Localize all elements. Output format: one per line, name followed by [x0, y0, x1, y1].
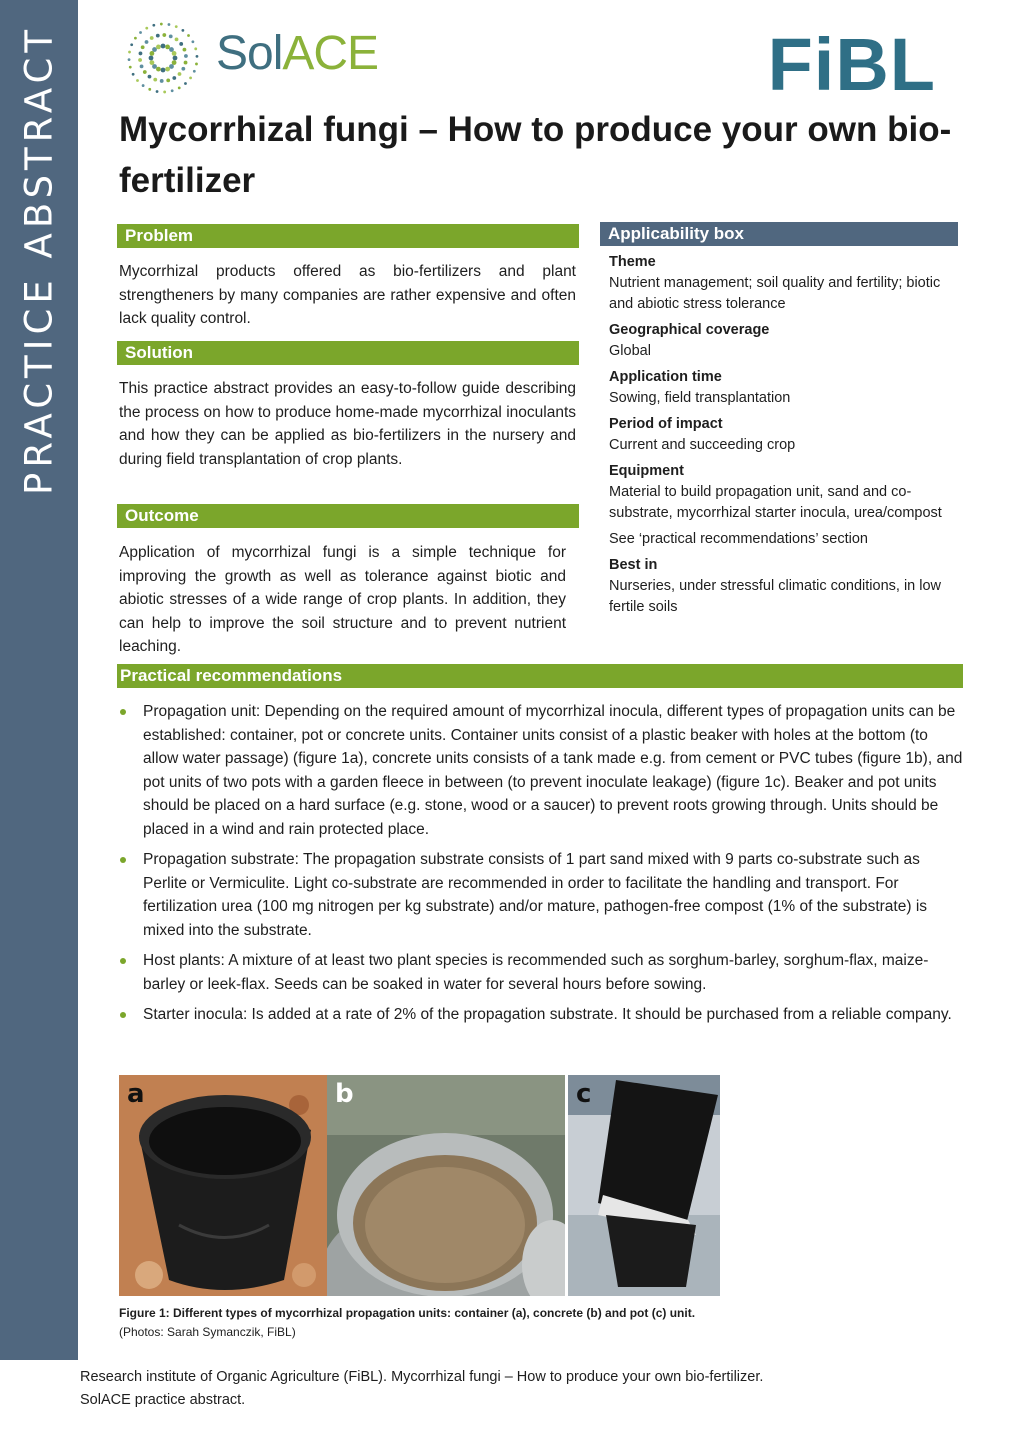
best-in-entry [609, 555, 957, 618]
list-item [118, 700, 963, 841]
applicability-heading: Applicability box [600, 222, 958, 246]
solace-wordmark [216, 26, 378, 81]
photo-concrete-unit [327, 1075, 565, 1296]
recommendation-text: Starter inocula: Is added at a rate of 2% of the propagation substrate. It should be purchased from a reliable company. [143, 1006, 952, 1023]
citation-footer [80, 1366, 763, 1412]
theme-value: Nutrient management; soil quality and fertility; biotic and abiotic stress tolerance [609, 275, 941, 312]
photo-label-c: c [576, 1079, 592, 1109]
page-title: Mycorrhizal fungi – How to produce your own bio-fertilizer [119, 110, 952, 200]
problem-heading: Problem [117, 224, 579, 248]
solace-logo-text: SolACE [216, 27, 379, 80]
application-time-entry [609, 367, 957, 409]
equipment-value: Material to build propagation unit, sand and co-substrate, mycorrhizal starter inocula, urea/compost [609, 484, 942, 521]
photo-label-b: b [335, 1079, 354, 1109]
photo-label-a: a [127, 1079, 145, 1109]
bullet-icon [120, 1012, 126, 1018]
recommendation-text: Propagation substrate: The propagation substrate consists of 1 part sand mixed with 9 parts co-substrate such as Perlite or Vermiculite. Light co-substrate are recommended in order to facilitate the handling and transport. For fertilization urea (100 mg nitrogen per kg substrate) and/or mature, pathogen-free compost (1% of the substrate) is mixed into the substrate. [143, 851, 928, 939]
recommendation-text: Propagation unit: Depending on the required amount of mycorrhizal inocula, different types of propagation units can be established: container, pot or concrete units. Container units consist of a plastic beaker with holes at the bottom (to allow water passage) (figure 1a), concrete units consists of a tank made e.g. from cement or PVC tubes (figure 1b), and pot units of two pots with a garden fleece in between (to prevent inoculate leakage) (figure 1c). Beaker and pot units should be placed on a hard surface (e.g. stone, wood or a saucer) to prevent roots growing through. Units should be placed in a wind and rain protected place. [143, 703, 963, 838]
solution-text: This practice abstract provides an easy-to-follow guide describing the process on how to produce home-made mycorrhizal inoculants and how they can be applied as bio-fertilizers in the nursery and during field transplantation of crop plants. [119, 380, 576, 468]
best-in-label: Best in [609, 557, 658, 573]
recommendation-text: Host plants: A mixture of at least two plant species is recommended such as sorghum-barley, sorghum-flax, maize-barley or leek-flax. Seeds can be soaked in water for several hours before sowing. [143, 952, 929, 993]
solace-logo [120, 16, 420, 96]
recommendations-list [118, 700, 963, 1034]
photo-container-unit [119, 1075, 327, 1296]
applicability-box [609, 252, 957, 623]
application-time-label: Application time [609, 369, 722, 385]
equipment-label: Equipment [609, 463, 684, 479]
list-item [118, 949, 963, 996]
theme-entry [609, 252, 957, 315]
bullet-icon [120, 709, 126, 715]
theme-label: Theme [609, 254, 656, 270]
best-in-value: Nurseries, under stressful climatic conditions, in low fertile soils [609, 578, 942, 615]
problem-text: Mycorrhizal products offered as bio-fertilizers and plant strengtheners by many companies are rather expensive and often lack quality control. [119, 263, 576, 327]
caption-text: Figure 1: Different types of mycorrhizal propagation units: container (a), concrete (b) and pot (c) unit. [119, 1306, 696, 1320]
geographical-coverage-entry [609, 320, 957, 362]
bullet-icon [120, 857, 126, 863]
application-time-value: Sowing, field transplantation [609, 390, 791, 406]
geographical-coverage-value: Global [609, 343, 651, 359]
equipment-note: See ‘practical recommendations’ section [609, 531, 868, 547]
recommendations-heading: Practical recommendations [117, 664, 963, 688]
photo-pot-unit [568, 1075, 720, 1296]
list-item [118, 1003, 963, 1027]
sunburst-icon [120, 16, 210, 96]
period-of-impact-label: Period of impact [609, 416, 723, 432]
container-unit-illustration [119, 1075, 327, 1296]
period-of-impact-entry [609, 414, 957, 456]
citation-line-1: Research institute of Organic Agriculture (FiBL). Mycorrhizal fungi – How to produce your own bio-fertilizer. [80, 1369, 764, 1385]
concrete-unit-illustration [327, 1075, 565, 1296]
geographical-coverage-label: Geographical coverage [609, 322, 770, 338]
outcome-heading: Outcome [117, 504, 579, 528]
equipment-entry [609, 461, 957, 524]
period-of-impact-value: Current and succeeding crop [609, 437, 796, 453]
citation-line-2: SolACE practice abstract. [80, 1392, 246, 1408]
list-item [118, 848, 963, 942]
outcome-text: Application of mycorrhizal fungi is a simple technique for improving the growth as well as tolerance against biotic and abiotic stresses of a wide range of crop plants. In addition, they can help to improve the soil structure and to prevent nutrient leaching. [119, 544, 566, 655]
sidebar [0, 0, 78, 1360]
practice-abstract-label: PRACTICE ABSTRACT [17, 25, 61, 495]
bullet-icon [120, 958, 126, 964]
photo-credit: (Photos: Sarah Symanczik, FiBL) [119, 1325, 296, 1339]
solution-heading: Solution [117, 341, 579, 365]
fibl-logo: FiBL [767, 23, 936, 106]
figure-caption [119, 1304, 695, 1342]
